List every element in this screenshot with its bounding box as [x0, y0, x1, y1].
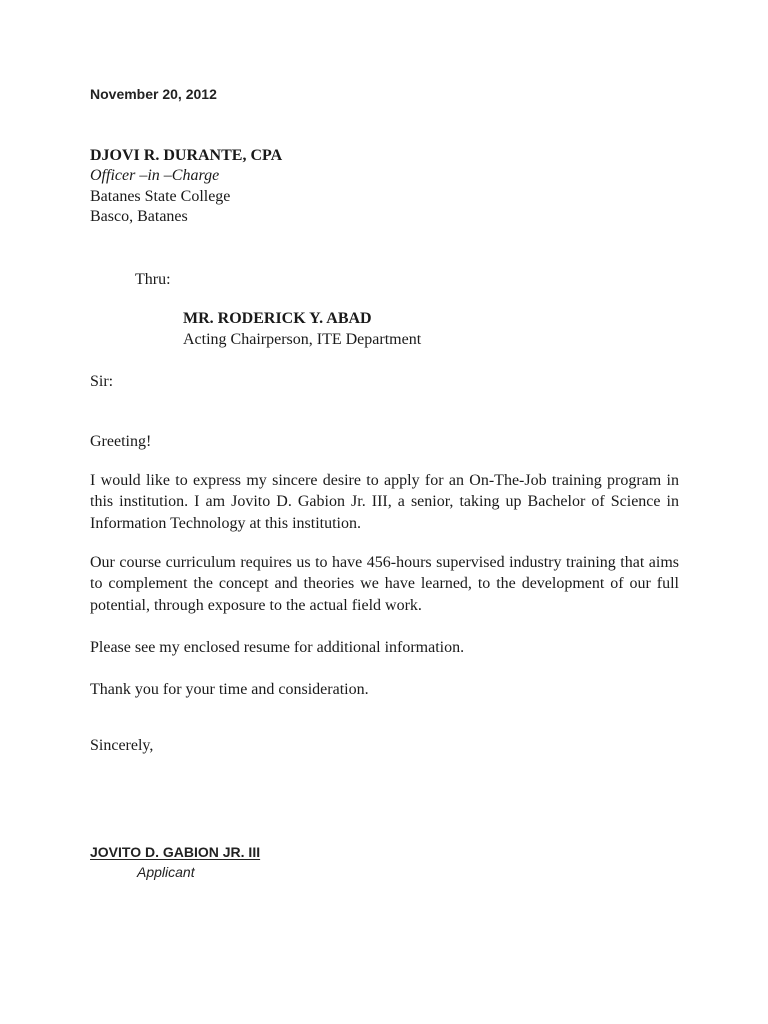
thru-name: MR. RODERICK Y. ABAD: [183, 310, 372, 327]
recipient-institution: Batanes State College: [90, 187, 231, 205]
recipient-title: Officer –in –Charge: [90, 167, 220, 185]
recipient-block: [90, 146, 282, 227]
thru-title: Acting Chairperson, ITE Department: [183, 331, 422, 348]
salutation: Sir:: [90, 373, 114, 390]
greeting-line: Greeting!: [90, 433, 152, 450]
body-paragraph-resume: Please see my enclosed resume for additional information.: [90, 639, 465, 656]
recipient-name: DJOVI R. DURANTE, CPA: [90, 147, 283, 164]
body-paragraph-curriculum: Our course curriculum requires us to have 456-hours supervised industry training that aims to complement the concept and theories we have learned, to the development of our full potential, through exposure to the actual field work.: [90, 554, 679, 614]
signature-title: Applicant: [137, 864, 195, 880]
body-paragraph-thanks: Thank you for your time and consideration.: [90, 681, 369, 698]
body-paragraph-intent: I would like to express my sincere desire to apply for an On-The-Job training program in this institution. I am Jovito D. Gabion Jr. III, a senior, taking up Bachelor of Science in Information Technology at this institution.: [90, 472, 679, 532]
closing-line: Sincerely,: [90, 737, 154, 754]
letter-date: November 20, 2012: [90, 86, 217, 102]
thru-label: Thru:: [135, 271, 171, 288]
signature-name: JOVITO D. GABION JR. III: [90, 844, 261, 860]
recipient-location: Basco, Batanes: [90, 207, 188, 225]
thru-block: [183, 308, 421, 350]
